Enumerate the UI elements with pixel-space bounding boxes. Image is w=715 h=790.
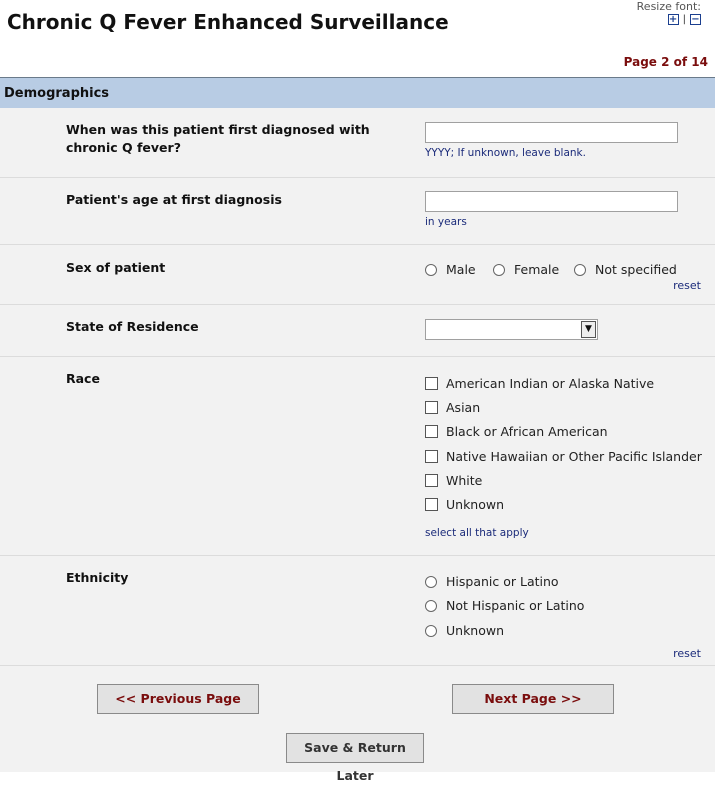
save-return-later-button[interactable]: Save & Return Later: [286, 733, 424, 763]
radio-button[interactable]: [574, 264, 586, 276]
question-label-age: Patient's age at first diagnosis: [66, 192, 282, 207]
ethnicity-option[interactable]: [425, 574, 559, 589]
ethnicity-option[interactable]: [425, 623, 504, 638]
question-row-race: [0, 357, 715, 556]
next-page-button[interactable]: Next Page >>: [452, 684, 614, 714]
diagnosis-year-hint: YYYY; If unknown, leave blank.: [425, 147, 586, 159]
age-input[interactable]: [425, 191, 678, 212]
page-indicator: Page 2 of 14: [623, 55, 708, 69]
race-option-label: White: [446, 473, 483, 488]
radio-button[interactable]: [425, 264, 437, 276]
radio-button[interactable]: [425, 625, 437, 637]
race-option[interactable]: [425, 449, 702, 464]
checkbox[interactable]: [425, 474, 438, 487]
section-header: [0, 78, 715, 108]
ethnicity-option[interactable]: [425, 598, 584, 613]
race-hint: select all that apply: [425, 527, 529, 539]
question-row-sex: [0, 245, 715, 305]
race-option[interactable]: [425, 497, 504, 512]
question-label-race: Race: [66, 371, 100, 386]
checkbox[interactable]: [425, 377, 438, 390]
minus-box-icon[interactable]: −: [691, 14, 700, 25]
sex-option-male[interactable]: [425, 262, 476, 277]
race-option[interactable]: [425, 400, 480, 415]
resize-separator: |: [682, 14, 686, 25]
radio-button[interactable]: [425, 600, 437, 612]
checkbox[interactable]: [425, 401, 438, 414]
sex-option-label: Not specified: [595, 262, 677, 277]
chevron-down-icon[interactable]: ▼: [581, 321, 596, 338]
checkbox[interactable]: [425, 498, 438, 511]
state-select[interactable]: [425, 319, 598, 340]
sex-reset-link[interactable]: reset: [673, 279, 701, 292]
race-option-label: Native Hawaiian or Other Pacific Islander: [446, 449, 702, 464]
question-row-age: [0, 178, 715, 245]
question-label-state: State of Residence: [66, 319, 199, 334]
question-row-state: [0, 305, 715, 357]
ethnicity-option-label: Hispanic or Latino: [446, 574, 559, 589]
resize-font-label: Resize font:: [636, 0, 701, 13]
age-hint: in years: [425, 216, 467, 228]
race-option-label: Unknown: [446, 497, 505, 512]
plus-box-icon[interactable]: +: [668, 14, 678, 25]
question-label-ethnicity: Ethnicity: [66, 570, 129, 585]
race-option-label: American Indian or Alaska Native: [446, 376, 655, 391]
ethnicity-reset-link[interactable]: reset: [673, 647, 701, 660]
race-option-label: Black or African American: [446, 424, 608, 439]
diagnosis-year-input[interactable]: [425, 122, 678, 143]
sex-option-female[interactable]: [493, 262, 559, 277]
race-option[interactable]: [425, 424, 608, 439]
ethnicity-option-label: Unknown: [446, 623, 505, 638]
checkbox[interactable]: [425, 425, 438, 438]
checkbox[interactable]: [425, 450, 438, 463]
question-label-diagnosis-date: When was this patient first diagnosed with chronic Q fever?: [66, 122, 370, 155]
race-option[interactable]: [425, 376, 654, 391]
previous-page-button[interactable]: << Previous Page: [97, 684, 259, 714]
radio-button[interactable]: [493, 264, 505, 276]
question-row-diagnosis-date: [0, 108, 715, 178]
radio-button[interactable]: [425, 576, 437, 588]
question-row-ethnicity: [0, 556, 715, 666]
page-header: [0, 0, 715, 78]
sex-option-not-specified[interactable]: [574, 262, 677, 277]
resize-font-buttons: [637, 14, 701, 25]
race-option[interactable]: [425, 473, 482, 488]
demographics-form: [0, 108, 715, 783]
race-option-label: Asian: [446, 400, 481, 415]
sex-option-label: Female: [514, 262, 560, 277]
section-title: Demographics: [4, 86, 110, 101]
resize-font-control: [637, 0, 701, 25]
page-title: Chronic Q Fever Enhanced Surveillance: [7, 10, 449, 34]
sex-option-label: Male: [446, 262, 476, 277]
question-label-sex: Sex of patient: [66, 260, 166, 275]
ethnicity-option-label: Not Hispanic or Latino: [446, 598, 585, 613]
